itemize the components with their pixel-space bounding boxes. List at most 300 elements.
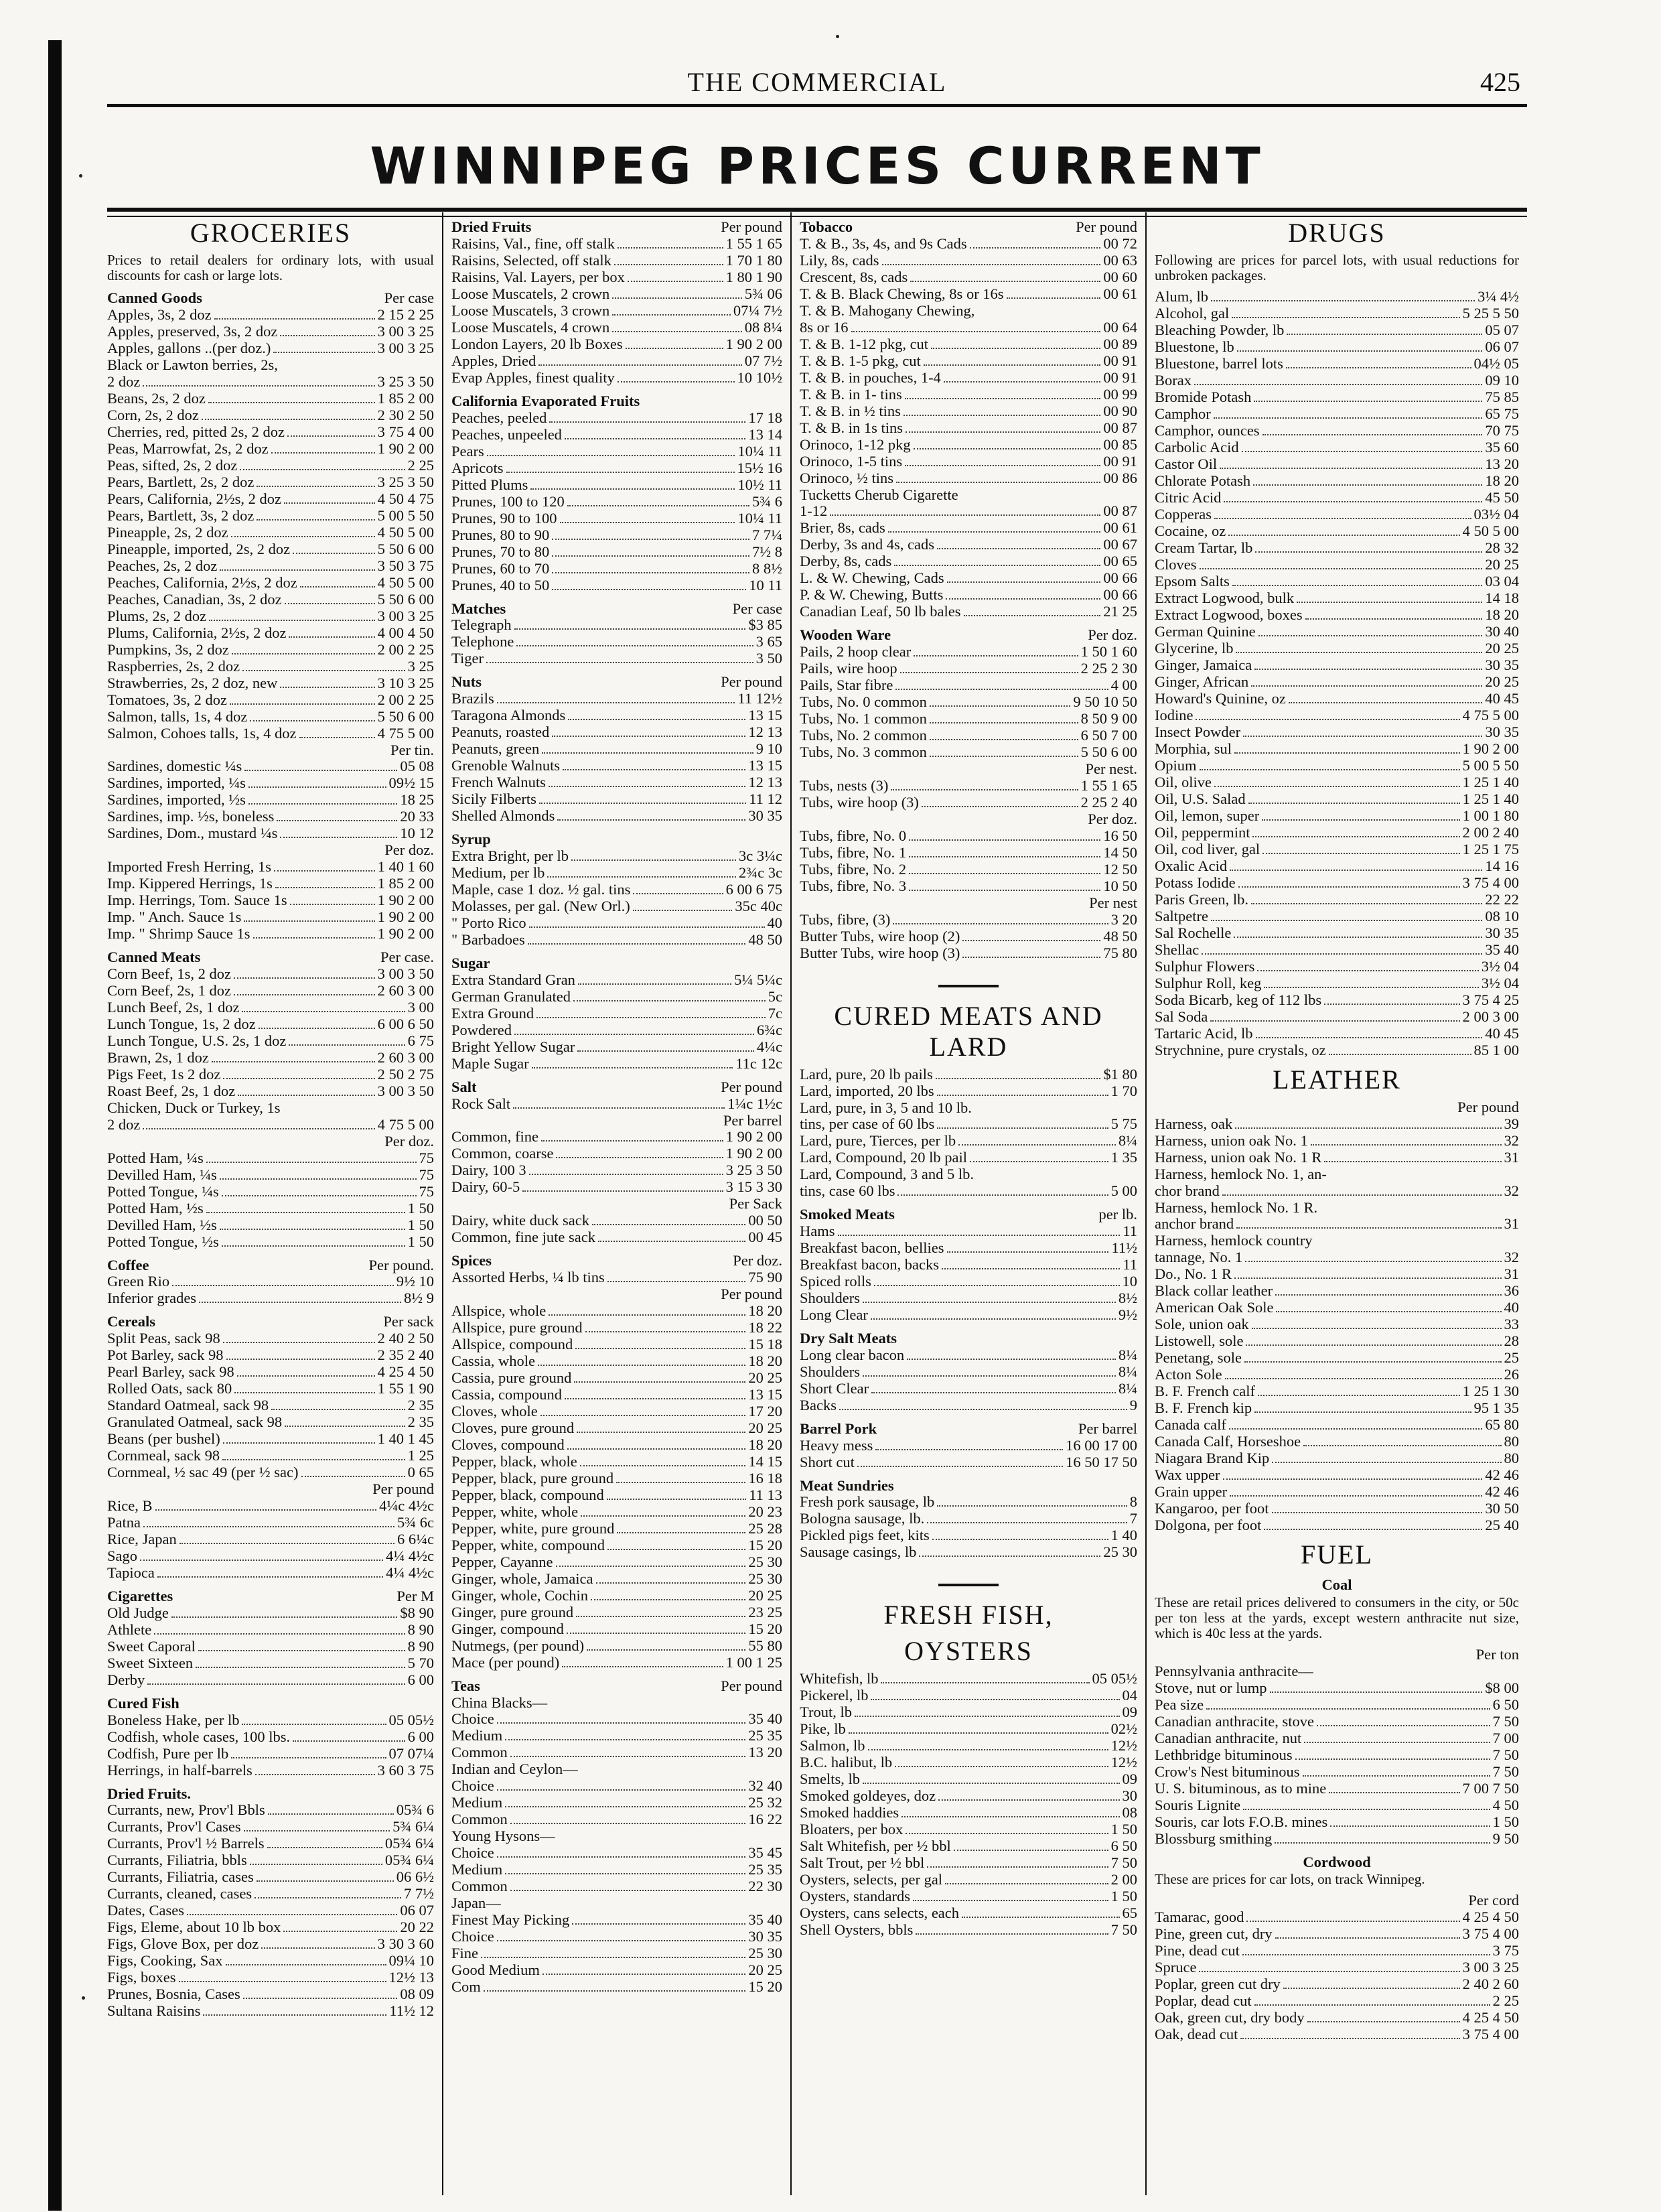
item-price: 06 6½ bbox=[396, 1869, 434, 1886]
leader-dots bbox=[206, 1162, 417, 1163]
item-price: 11 13 bbox=[749, 1487, 782, 1503]
leader-dots bbox=[909, 873, 1100, 874]
price-row bbox=[451, 1096, 782, 1113]
price-row bbox=[800, 878, 1137, 895]
price-row bbox=[800, 1397, 1137, 1414]
leader-dots bbox=[895, 689, 1108, 690]
item-price: 80 bbox=[1504, 1450, 1519, 1467]
item-price: 8 90 bbox=[407, 1621, 434, 1638]
price-unit: Per pound bbox=[721, 1078, 782, 1095]
section-heading-text: Wooden Ware bbox=[800, 626, 891, 644]
price-row bbox=[800, 1307, 1137, 1324]
leader-dots bbox=[1238, 886, 1460, 888]
leader-dots bbox=[922, 806, 1078, 807]
price-row bbox=[451, 1006, 782, 1022]
item-name: Cloves, compound bbox=[451, 1436, 565, 1453]
item-name: Fine bbox=[451, 1945, 479, 1961]
price-row bbox=[107, 1464, 434, 1481]
item-price: 36 bbox=[1504, 1283, 1519, 1300]
leader-dots bbox=[1007, 297, 1101, 299]
leader-dots bbox=[300, 586, 375, 587]
leader-dots bbox=[549, 1314, 745, 1316]
price-row bbox=[451, 1862, 782, 1878]
item-price: 3 00 3 50 bbox=[377, 1083, 434, 1099]
item-price: 04½ 05 bbox=[1473, 356, 1519, 372]
item-name: Pails, 2 hoop clear bbox=[800, 644, 912, 661]
section-heading-text: Syrup bbox=[451, 831, 491, 848]
leader-dots bbox=[612, 297, 742, 299]
leader-dots bbox=[1200, 769, 1460, 770]
leader-dots bbox=[913, 1900, 1108, 1901]
leader-dots bbox=[237, 1375, 375, 1377]
item-price: 12 13 bbox=[748, 724, 782, 741]
price-row bbox=[800, 1888, 1137, 1905]
price-row bbox=[800, 1771, 1137, 1788]
leader-dots bbox=[540, 1415, 746, 1416]
item-price: 00 66 bbox=[1103, 587, 1137, 604]
section-heading-text: Sugar bbox=[451, 954, 490, 971]
leader-dots bbox=[1234, 1277, 1501, 1279]
item-name: Pineapple, imported, 2s, 2 doz bbox=[107, 541, 291, 557]
leader-dots bbox=[905, 465, 1100, 466]
leader-dots bbox=[285, 1426, 405, 1427]
item-name: Maple Sugar bbox=[451, 1055, 529, 1072]
item-price: 00 61 bbox=[1103, 285, 1137, 302]
item-name: Devilled Ham, ¼s bbox=[107, 1166, 217, 1183]
item-name: Peaches, Canadian, 3s, 2 doz bbox=[107, 591, 282, 608]
price-section bbox=[451, 1079, 782, 1113]
leader-dots bbox=[633, 893, 723, 894]
price-row bbox=[800, 1788, 1137, 1805]
item-price: 5 00 bbox=[1110, 1183, 1137, 1200]
item-price: 32 40 bbox=[748, 1778, 782, 1795]
leader-dots bbox=[223, 1342, 375, 1343]
price-section bbox=[451, 601, 782, 668]
leader-dots bbox=[1234, 752, 1460, 754]
item-price: 11 bbox=[1123, 1223, 1137, 1239]
item-name: Copperas bbox=[1155, 506, 1212, 523]
item-name: Athlete bbox=[107, 1621, 152, 1638]
leader-dots bbox=[284, 502, 375, 504]
price-row bbox=[107, 1802, 434, 1819]
item-name: Poplar, dead cut bbox=[1155, 1993, 1252, 2010]
leader-dots bbox=[1236, 1227, 1501, 1229]
item-name: Allspice, whole bbox=[451, 1302, 547, 1319]
item-price: 95 1 35 bbox=[1473, 1400, 1519, 1417]
item-name: Canada Calf, Horseshoe bbox=[1155, 1434, 1301, 1450]
price-row bbox=[451, 989, 782, 1006]
item-price: 26 bbox=[1504, 1367, 1519, 1383]
price-row bbox=[800, 1116, 1137, 1133]
item-price: 15 20 bbox=[748, 1620, 782, 1637]
item-price: 16 50 17 50 bbox=[1066, 1454, 1137, 1470]
section-heading bbox=[107, 1696, 434, 1712]
item-price: 3 75 4 25 bbox=[1462, 992, 1519, 1008]
item-price: 16 18 bbox=[748, 1470, 782, 1487]
price-section bbox=[1155, 1577, 1519, 1847]
item-name: Peaches, California, 2½s, 2 doz bbox=[107, 574, 297, 591]
leader-dots bbox=[1254, 669, 1482, 670]
item-name: Sulphur Roll, keg bbox=[1155, 975, 1262, 991]
leader-dots bbox=[530, 488, 735, 490]
leader-dots bbox=[576, 1616, 745, 1617]
item-price: 2 40 2 60 bbox=[1462, 1976, 1519, 1993]
item-name: Split Peas, sack 98 bbox=[107, 1330, 220, 1347]
item-name: Ginger, whole, Cochin bbox=[451, 1587, 589, 1604]
item-name: Pears, California, 2½s, 2 doz bbox=[107, 490, 281, 507]
price-row bbox=[451, 1269, 782, 1286]
leader-dots bbox=[293, 1740, 405, 1742]
price-row bbox=[451, 1604, 782, 1621]
item-name: Raisins, Val. Layers, per box bbox=[451, 269, 625, 285]
item-price: 10 10½ bbox=[737, 369, 782, 386]
price-row bbox=[800, 1721, 1137, 1738]
item-price: 16 50 bbox=[1103, 827, 1137, 844]
item-name: Short Clear bbox=[800, 1380, 869, 1397]
leader-dots bbox=[1254, 401, 1482, 402]
leader-dots bbox=[563, 769, 745, 770]
item-name: Opium bbox=[1155, 758, 1197, 774]
item-price: 1 50 bbox=[1110, 1821, 1137, 1838]
item-name: Tubs, fibre, No. 3 bbox=[800, 878, 907, 894]
item-price: 5 50 6 00 bbox=[377, 541, 434, 557]
item-name: Listowell, sole bbox=[1155, 1333, 1244, 1350]
item-name: Roast Beef, 2s, 1 doz bbox=[107, 1083, 236, 1099]
leader-dots bbox=[567, 1448, 746, 1450]
price-row bbox=[1155, 1166, 1519, 1183]
item-price: 10¼ 11 bbox=[737, 510, 782, 527]
item-name: Shoulders bbox=[800, 1363, 860, 1380]
item-price: 9 50 10 50 bbox=[1073, 694, 1137, 711]
price-row bbox=[451, 724, 782, 741]
item-price: 18 20 bbox=[748, 1302, 782, 1319]
price-row bbox=[107, 1836, 434, 1852]
price-row bbox=[800, 1704, 1137, 1721]
item-price: 2 25 bbox=[1492, 1993, 1519, 2010]
section-intro: Prices to retail dealers for ordinary lots, with usual discounts for cash or large lots. bbox=[107, 252, 434, 283]
item-price: 09½ 15 bbox=[388, 775, 434, 792]
price-section bbox=[451, 1196, 782, 1246]
item-price: 20 25 bbox=[748, 1961, 782, 1978]
leader-dots bbox=[617, 1532, 745, 1533]
item-price: 1 80 1 90 bbox=[725, 269, 782, 285]
price-unit: Per sack bbox=[383, 1313, 434, 1330]
leader-dots bbox=[147, 1683, 405, 1685]
item-name: Alcohol, gal bbox=[1155, 305, 1230, 322]
item-name: Black collar leather bbox=[1155, 1283, 1273, 1300]
price-row bbox=[800, 861, 1137, 878]
leader-dots bbox=[552, 572, 749, 573]
item-price: 00 90 bbox=[1103, 403, 1137, 419]
leader-dots bbox=[909, 856, 1100, 857]
item-name: Pears bbox=[451, 443, 484, 460]
item-price: 2 60 3 00 bbox=[377, 982, 434, 999]
item-price: 16 22 bbox=[748, 1811, 782, 1828]
leader-dots bbox=[568, 719, 745, 720]
leader-dots bbox=[616, 1482, 745, 1483]
price-section bbox=[800, 219, 1137, 620]
price-row bbox=[107, 391, 434, 407]
price-row bbox=[800, 794, 1137, 811]
item-name: Cherries, red, pitted 2s, 2 doz bbox=[107, 423, 285, 440]
price-row bbox=[107, 1886, 434, 1903]
item-name: Herrings, in half-barrels bbox=[107, 1762, 252, 1779]
leader-dots bbox=[1330, 1825, 1490, 1827]
item-price: 5 75 bbox=[1110, 1116, 1137, 1133]
item-name: Pepper, Cayanne bbox=[451, 1553, 553, 1570]
item-price: 4¼c bbox=[756, 1038, 782, 1055]
item-name: T. & B. 1-12 pkg, cut bbox=[800, 336, 929, 352]
price-row bbox=[1155, 1764, 1519, 1781]
price-row bbox=[107, 1273, 434, 1290]
item-name: Grenoble Walnuts bbox=[451, 758, 561, 774]
leader-dots bbox=[196, 1667, 405, 1668]
leader-dots bbox=[577, 1432, 745, 1433]
price-row bbox=[107, 775, 434, 792]
leader-dots bbox=[849, 1732, 1108, 1734]
item-price: 48 50 bbox=[748, 931, 782, 948]
price-section bbox=[451, 1113, 782, 1196]
item-name: Bleaching Powder, lb bbox=[1155, 322, 1285, 338]
leader-dots bbox=[1246, 1921, 1459, 1922]
item-name: Dairy, white duck sack bbox=[451, 1213, 589, 1229]
item-price: 13 20 bbox=[748, 1744, 782, 1761]
item-name: Canada calf bbox=[1155, 1417, 1226, 1434]
item-name: Sardines, Dom., mustard ¼s bbox=[107, 825, 278, 842]
leader-dots bbox=[1246, 1344, 1501, 1346]
item-price: 14 15 bbox=[748, 1453, 782, 1470]
item-name: Telephone bbox=[451, 634, 514, 650]
item-price: 12 50 bbox=[1103, 861, 1137, 878]
item-name: Soda Bicarb, keg of 112 lbs bbox=[1155, 992, 1322, 1008]
leader-dots bbox=[938, 1799, 1119, 1801]
item-price: 1 50 1 60 bbox=[1080, 644, 1137, 661]
price-unit: Per doz. bbox=[1088, 810, 1137, 827]
price-row bbox=[800, 520, 1137, 537]
price-row bbox=[1155, 1926, 1519, 1943]
price-section bbox=[107, 1481, 434, 1582]
item-name: Corn, 2s, 2 doz bbox=[107, 407, 199, 423]
item-price: 20 23 bbox=[748, 1503, 782, 1520]
price-row bbox=[107, 1498, 434, 1515]
item-price: 8¼ bbox=[1118, 1133, 1137, 1150]
price-row bbox=[1155, 1249, 1519, 1266]
running-title: THE COMMERCIAL bbox=[687, 67, 947, 97]
item-price: 1 50 bbox=[1110, 1888, 1137, 1905]
price-row bbox=[451, 808, 782, 825]
item-price: 4¼c 4½c bbox=[379, 1497, 434, 1514]
section-title-leather: LEATHER bbox=[1273, 1064, 1401, 1095]
section-heading-text: Barrel Pork bbox=[800, 1420, 877, 1437]
price-row bbox=[451, 1571, 782, 1588]
leader-dots bbox=[1297, 602, 1482, 603]
item-price: 2 00 3 00 bbox=[1462, 1009, 1519, 1025]
price-row bbox=[800, 1381, 1137, 1397]
item-name: Chlorate Potash bbox=[1155, 473, 1251, 489]
price-row bbox=[800, 1183, 1137, 1200]
section-heading bbox=[107, 1257, 434, 1274]
item-name: Oil, lemon, super bbox=[1155, 808, 1260, 824]
item-price: 8 50 9 00 bbox=[1080, 711, 1137, 728]
leader-dots bbox=[1228, 535, 1459, 536]
price-row bbox=[1155, 942, 1519, 959]
price-row bbox=[1155, 473, 1519, 490]
section-heading-text: Cereals bbox=[107, 1313, 156, 1330]
item-name: Good Medium bbox=[451, 1961, 540, 1978]
item-price: 3 00 3 50 bbox=[377, 965, 434, 982]
item-price: 6 00 bbox=[407, 1728, 434, 1745]
price-row bbox=[1155, 1943, 1519, 1959]
leader-dots bbox=[248, 803, 398, 805]
item-name: Shell Oysters, bbls bbox=[800, 1922, 914, 1939]
leader-dots bbox=[299, 737, 375, 738]
item-name: Crescent, 8s, cads bbox=[800, 269, 908, 285]
item-name: Brawn, 2s, 1 doz bbox=[107, 1049, 209, 1066]
leader-dots bbox=[1272, 1462, 1501, 1463]
item-name: Sal Soda bbox=[1155, 1009, 1208, 1025]
price-row bbox=[1155, 624, 1519, 640]
price-row bbox=[107, 1100, 434, 1117]
price-row bbox=[107, 725, 434, 742]
price-row bbox=[1155, 975, 1519, 992]
leader-dots bbox=[140, 1560, 383, 1561]
price-row bbox=[451, 915, 782, 932]
column-groceries bbox=[107, 212, 442, 2195]
section-heading-text: Cordwood bbox=[1303, 1853, 1371, 1870]
item-price: 20 33 bbox=[400, 809, 434, 825]
price-row bbox=[1155, 1026, 1519, 1042]
leader-dots bbox=[242, 1011, 405, 1012]
item-price: 3 75 4 00 bbox=[1462, 1926, 1519, 1943]
leader-dots bbox=[838, 1235, 1121, 1236]
section-note: These are prices for car lots, on track Winnipeg. bbox=[1155, 1871, 1425, 1888]
item-price: 11 bbox=[1123, 1256, 1137, 1273]
item-name: Cassia, whole bbox=[451, 1353, 535, 1369]
leader-dots bbox=[513, 1107, 725, 1109]
leader-dots bbox=[1272, 1512, 1483, 1513]
running-header bbox=[107, 64, 1527, 107]
leader-dots bbox=[248, 786, 386, 788]
item-name: Iodine bbox=[1155, 707, 1194, 723]
leader-dots bbox=[962, 957, 1100, 958]
item-price: 2 35 bbox=[407, 1397, 434, 1414]
leader-dots bbox=[198, 1650, 405, 1651]
price-section bbox=[107, 949, 434, 1133]
price-row bbox=[1155, 1909, 1519, 1926]
item-price: 5¾ 6c bbox=[397, 1514, 434, 1531]
leader-dots bbox=[255, 1774, 375, 1775]
price-row bbox=[107, 1083, 434, 1100]
item-name: Oysters, cans selects, each bbox=[800, 1905, 960, 1922]
item-price: 1 70 bbox=[1110, 1083, 1137, 1099]
leader-dots bbox=[1286, 367, 1471, 368]
price-columns bbox=[107, 212, 1527, 2195]
item-name: Tapioca bbox=[107, 1564, 155, 1581]
section-heading-text: Canned Meats bbox=[107, 949, 201, 966]
item-price: 22 22 bbox=[1485, 892, 1519, 908]
price-row bbox=[107, 1852, 434, 1869]
item-name: Imp. Kippered Herrings, 1s bbox=[107, 876, 273, 892]
item-name: Prunes, 80 to 90 bbox=[451, 527, 550, 543]
price-row bbox=[800, 1290, 1137, 1307]
price-row bbox=[1155, 1283, 1519, 1300]
leader-dots bbox=[881, 1682, 1089, 1683]
item-price: 4 25 4 50 bbox=[377, 1364, 434, 1381]
item-name: Salmon, talls, 1s, 4 doz bbox=[107, 708, 248, 725]
leader-dots bbox=[1257, 970, 1478, 971]
leader-dots bbox=[1305, 618, 1483, 620]
leader-dots bbox=[243, 1998, 398, 1999]
item-name: B.C. halibut, lb bbox=[800, 1754, 893, 1771]
item-price: 10 12 bbox=[400, 825, 434, 842]
section-heading bbox=[107, 1588, 434, 1605]
price-row bbox=[1155, 1300, 1519, 1316]
item-price: 9 50 bbox=[1492, 1830, 1519, 1847]
section-heading-text: Spices bbox=[451, 1252, 492, 1269]
item-name: Apricots bbox=[451, 460, 504, 476]
price-row bbox=[451, 577, 782, 594]
price-row bbox=[451, 1761, 782, 1778]
item-name: Pearl Barley, sack 98 bbox=[107, 1364, 234, 1381]
item-price: 35 40 bbox=[748, 1711, 782, 1728]
item-name: Evap Apples, finest quality bbox=[451, 369, 615, 386]
section-divider bbox=[938, 1584, 999, 1586]
price-unit: Per barrel bbox=[1078, 1420, 1137, 1437]
leader-dots bbox=[231, 536, 375, 537]
price-row bbox=[107, 424, 434, 441]
item-name: Apples, Dried bbox=[451, 352, 536, 369]
item-name: Dairy, 100 3 bbox=[451, 1162, 526, 1179]
leader-dots bbox=[1324, 1161, 1501, 1162]
price-unit: Per barrel bbox=[723, 1111, 782, 1129]
price-row bbox=[1155, 506, 1519, 523]
leader-dots bbox=[1240, 2038, 1459, 2039]
item-price: 2 30 2 50 bbox=[377, 407, 434, 423]
price-row bbox=[1155, 1467, 1519, 1484]
price-row bbox=[800, 711, 1137, 728]
item-name: Loose Muscatels, 4 crown bbox=[451, 319, 610, 336]
leader-dots bbox=[143, 1128, 374, 1129]
section-heading bbox=[451, 1253, 782, 1269]
item-name: Boneless Hake, per lb bbox=[107, 1712, 240, 1728]
price-row bbox=[451, 1213, 782, 1229]
leader-dots bbox=[172, 1285, 394, 1286]
price-unit: Per ton bbox=[1475, 1645, 1519, 1663]
price-row bbox=[451, 1022, 782, 1039]
leader-dots bbox=[907, 1359, 1116, 1360]
leader-dots bbox=[528, 943, 746, 945]
item-name: Blossburg smithing bbox=[1155, 1830, 1273, 1847]
leader-dots bbox=[896, 482, 1100, 483]
price-section bbox=[107, 1133, 434, 1251]
price-row bbox=[451, 1039, 782, 1056]
item-price: 4 75 5 00 bbox=[377, 1116, 434, 1133]
price-row bbox=[800, 1257, 1137, 1273]
item-name: Oxalic Acid bbox=[1155, 858, 1228, 874]
price-row bbox=[1155, 1680, 1519, 1697]
price-row bbox=[800, 503, 1137, 520]
leader-dots bbox=[206, 1212, 405, 1213]
leader-dots bbox=[552, 555, 749, 557]
item-price: 16 00 17 00 bbox=[1066, 1437, 1137, 1454]
leader-dots bbox=[556, 1566, 746, 1567]
section-heading bbox=[451, 601, 782, 618]
price-row bbox=[451, 1621, 782, 1638]
item-name: Extra Standard Gran bbox=[451, 971, 575, 988]
price-row bbox=[800, 945, 1137, 962]
price-row bbox=[107, 491, 434, 508]
section-intro: Following are prices for parcel lots, with usual reductions for unbroken packages. bbox=[1155, 252, 1519, 283]
